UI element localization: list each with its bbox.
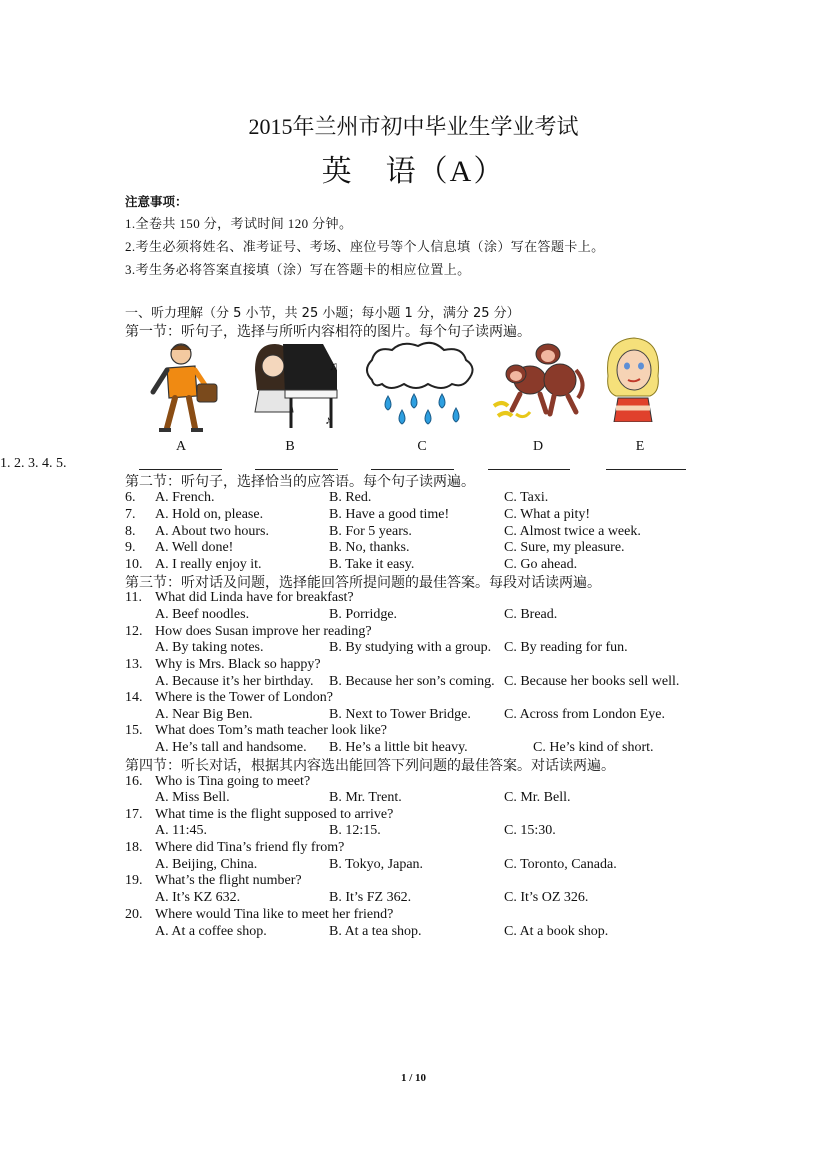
option-c: C. Sure, my pleasure. xyxy=(504,540,625,555)
question-text: What does Tom’s math teacher look like? xyxy=(155,723,388,738)
question-number: 7. xyxy=(125,507,136,522)
question-options xyxy=(0,789,827,806)
question-stem xyxy=(0,722,827,739)
section1-instruction: 第一节：听句子，选择与所听内容相符的图片。每个句子读两遍。 xyxy=(125,325,531,340)
question-row xyxy=(0,489,827,506)
option-b: B. For 5 years. xyxy=(329,524,412,539)
question-number: 6. xyxy=(125,490,136,505)
question-stem xyxy=(0,656,827,673)
option-c: C. 15:30. xyxy=(504,823,556,838)
question-options xyxy=(0,606,827,623)
blank-label: 2. xyxy=(14,456,25,471)
option-c: C. Taxi. xyxy=(504,490,549,505)
section2-instruction: 第二节：听句子，选择恰当的应答语。每个句子读两遍。 xyxy=(125,475,475,490)
question-stem xyxy=(0,906,827,923)
exam-title: 2015年兰州市初中毕业生学业考试 xyxy=(248,114,579,139)
option-a: A. By taking notes. xyxy=(155,640,264,655)
question-options xyxy=(0,739,827,756)
option-a: A. Near Big Ben. xyxy=(155,707,253,722)
blank-label: 4. xyxy=(42,456,53,471)
picture-letter: B xyxy=(285,439,295,454)
question-options xyxy=(0,822,827,839)
option-b: B. By studying with a group. xyxy=(329,640,492,655)
answer-blank[interactable] xyxy=(488,455,570,470)
picture-letter: A xyxy=(175,439,187,454)
question-options xyxy=(0,673,827,690)
answer-blank[interactable] xyxy=(255,455,338,470)
question-stem xyxy=(0,806,827,823)
girl-playing-piano-icon xyxy=(245,340,340,430)
option-b: B. At a tea shop. xyxy=(329,924,422,939)
exam-subtitle: 英 语（A） xyxy=(321,155,506,188)
option-c: C. Toronto, Canada. xyxy=(504,857,617,872)
answer-blank[interactable] xyxy=(371,455,454,470)
option-c: C. By reading for fun. xyxy=(504,640,628,655)
question-options xyxy=(0,706,827,723)
notice-item: 2.考生必须将姓名、准考证号、考场、座位号等个人信息填（涂）写在答题卡上。 xyxy=(125,239,605,254)
picture-letter: C xyxy=(417,439,427,454)
option-b: B. No, thanks. xyxy=(329,540,410,555)
question-number: 12. xyxy=(125,624,143,639)
question-text: What’s the flight number? xyxy=(155,873,302,888)
question-options xyxy=(0,856,827,873)
monkeys-with-bananas-icon xyxy=(490,340,592,422)
question-number: 11. xyxy=(125,590,142,605)
option-a: A. Because it’s her birthday. xyxy=(155,674,314,689)
question-text: How does Susan improve her reading? xyxy=(155,624,372,639)
blank-label: 3. xyxy=(28,456,39,471)
question-text: Who is Tina going to meet? xyxy=(155,774,311,789)
answer-blank-row xyxy=(0,455,827,472)
option-c: C. Go ahead. xyxy=(504,557,578,572)
question-number: 17. xyxy=(125,807,143,822)
question-text: Where would Tina like to meet her friend? xyxy=(155,907,394,922)
option-b: B. Because her son’s coming. xyxy=(329,674,495,689)
part1-heading: 一、听力理解（分 5 小节，共 25 小题；每小题 1 分，满分 25 分） xyxy=(125,306,520,321)
option-a: A. He’s tall and handsome. xyxy=(155,740,307,755)
svg-text:♫: ♫ xyxy=(329,359,338,373)
question-text: What time is the flight supposed to arrive? xyxy=(155,807,394,822)
notice-heading: 注意事项： xyxy=(125,194,188,209)
option-b: B. Red. xyxy=(329,490,372,505)
question-stem xyxy=(0,872,827,889)
option-a: A. It’s KZ 632. xyxy=(155,890,241,905)
option-a: A. I really enjoy it. xyxy=(155,557,262,572)
option-b: B. Mr. Trent. xyxy=(329,790,402,805)
option-b: B. Tokyo, Japan. xyxy=(329,857,424,872)
man-with-bag-icon xyxy=(145,340,221,435)
answer-blank[interactable] xyxy=(606,455,686,470)
picture-letter: E xyxy=(635,439,645,454)
question-stem xyxy=(0,839,827,856)
picture-letter: D xyxy=(532,439,544,454)
option-a: A. Well done! xyxy=(155,540,234,555)
option-a: A. Beef noodles. xyxy=(155,607,250,622)
question-number: 9. xyxy=(125,540,136,555)
question-row xyxy=(0,539,827,556)
option-c: C. At a book shop. xyxy=(504,924,609,939)
question-number: 15. xyxy=(125,723,143,738)
question-row xyxy=(0,523,827,540)
question-number: 8. xyxy=(125,524,136,539)
question-row xyxy=(0,506,827,523)
rain-cloud-icon xyxy=(362,340,480,430)
question-text: Where is the Tower of London? xyxy=(155,690,333,705)
blank-label: 1. xyxy=(0,456,11,471)
option-a: A. French. xyxy=(155,490,215,505)
question-row xyxy=(0,556,827,573)
question-options xyxy=(0,889,827,906)
question-number: 14. xyxy=(125,690,143,705)
option-c: C. He’s kind of short. xyxy=(533,740,654,755)
question-stem xyxy=(0,689,827,706)
question-number: 16. xyxy=(125,774,143,789)
option-b: B. Porridge. xyxy=(329,607,398,622)
option-b: B. Have a good time! xyxy=(329,507,450,522)
page-number: 1 / 10 xyxy=(400,1072,427,1084)
option-c: C. Across from London Eye. xyxy=(504,707,665,722)
option-b: B. He’s a little bit heavy. xyxy=(329,740,468,755)
blank-label: 5. xyxy=(56,456,67,471)
option-c: C. Almost twice a week. xyxy=(504,524,641,539)
question-text: What did Linda have for breakfast? xyxy=(155,590,354,605)
question-options xyxy=(0,639,827,656)
svg-text:♪: ♪ xyxy=(325,413,331,427)
option-b: B. It’s FZ 362. xyxy=(329,890,412,905)
question-number: 18. xyxy=(125,840,143,855)
question-stem xyxy=(0,623,827,640)
section3-instruction: 第三节：听对话及问题，选择能回答所提问题的最佳答案。每段对话读两遍。 xyxy=(125,576,601,591)
question-stem xyxy=(0,589,827,606)
question-number: 10. xyxy=(125,557,143,572)
option-a: A. Hold on, please. xyxy=(155,507,264,522)
question-options xyxy=(0,923,827,940)
option-a: A. Beijing, China. xyxy=(155,857,258,872)
option-c: C. It’s OZ 326. xyxy=(504,890,589,905)
question-text: Why is Mrs. Black so happy? xyxy=(155,657,321,672)
question-stem xyxy=(0,773,827,790)
notice-item: 3.考生务必将答案直接填（涂）写在答题卡的相应位置上。 xyxy=(125,262,471,277)
answer-blank[interactable] xyxy=(139,455,222,470)
question-number: 19. xyxy=(125,873,143,888)
question-text: Where did Tina’s friend fly from? xyxy=(155,840,345,855)
option-b: B. Take it easy. xyxy=(329,557,415,572)
notice-item: 1.全卷共 150 分，考试时间 120 分钟。 xyxy=(125,216,353,231)
question-number: 13. xyxy=(125,657,143,672)
blonde-girl-icon xyxy=(604,336,662,422)
question-number: 20. xyxy=(125,907,143,922)
option-c: C. Because her books sell well. xyxy=(504,674,680,689)
option-a: A. Miss Bell. xyxy=(155,790,230,805)
option-b: B. Next to Tower Bridge. xyxy=(329,707,471,722)
option-c: C. Mr. Bell. xyxy=(504,790,571,805)
section4-instruction: 第四节：听长对话，根据其内容选出能回答下列问题的最佳答案。对话读两遍。 xyxy=(125,759,615,774)
option-b: B. 12:15. xyxy=(329,823,381,838)
option-c: C. What a pity! xyxy=(504,507,591,522)
option-a: A. 11:45. xyxy=(155,823,207,838)
option-a: A. About two hours. xyxy=(155,524,269,539)
option-a: A. At a coffee shop. xyxy=(155,924,267,939)
option-c: C. Bread. xyxy=(504,607,558,622)
